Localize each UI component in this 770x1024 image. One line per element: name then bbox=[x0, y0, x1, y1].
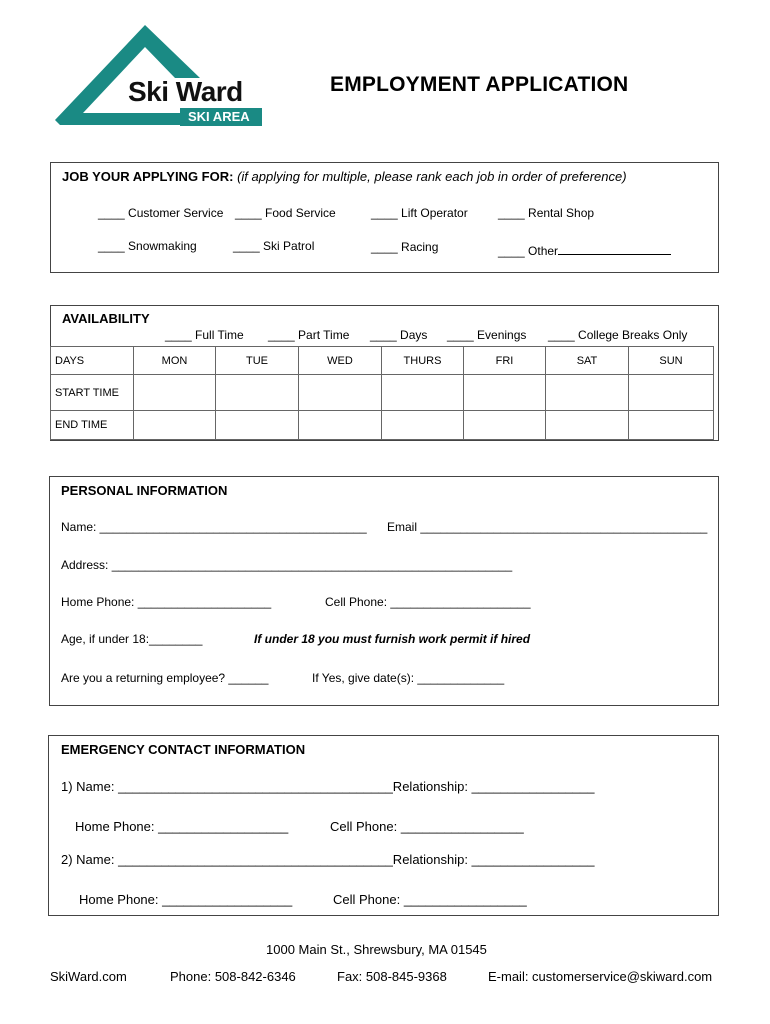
job-heading-note: (if applying for multiple, please rank each job in order of preference) bbox=[237, 169, 627, 184]
footer-website-link[interactable]: SkiWard.com bbox=[50, 969, 127, 984]
end-time-cell[interactable] bbox=[216, 411, 299, 440]
avail-college-breaks[interactable]: ____ College Breaks Only bbox=[548, 328, 688, 342]
avail-days[interactable]: ____ Days bbox=[370, 328, 428, 342]
home-phone-field[interactable]: Home Phone: ____________________ bbox=[61, 595, 272, 609]
end-time-cell[interactable] bbox=[464, 411, 546, 440]
ski-ward-logo bbox=[50, 20, 270, 130]
start-time-cell[interactable] bbox=[216, 375, 299, 411]
job-ski-patrol[interactable]: ____ Ski Patrol bbox=[233, 239, 315, 253]
start-time-row bbox=[51, 375, 714, 411]
job-snowmaking[interactable]: ____ Snowmaking bbox=[98, 239, 197, 253]
day-sun: SUN bbox=[629, 347, 714, 375]
emergency-home-phone-2[interactable]: Home Phone: __________________ bbox=[79, 892, 293, 907]
job-heading bbox=[62, 169, 627, 184]
end-time-row bbox=[51, 411, 714, 440]
day-tue: TUE bbox=[216, 347, 299, 375]
avail-full-time[interactable]: ____ Full Time bbox=[165, 328, 244, 342]
day-fri: FRI bbox=[464, 347, 546, 375]
job-customer-service[interactable]: ____ Customer Service bbox=[98, 206, 224, 220]
availability-heading: AVAILABILITY bbox=[62, 311, 150, 326]
work-permit-note: If under 18 you must furnish work permit if hired bbox=[254, 632, 531, 646]
logo-subtitle: SKI AREA bbox=[188, 109, 250, 124]
day-wed: WED bbox=[299, 347, 382, 375]
logo-name: Ski Ward bbox=[128, 76, 243, 107]
emergency-cell-phone-1[interactable]: Cell Phone: _________________ bbox=[330, 819, 524, 834]
days-row bbox=[51, 347, 714, 375]
end-time-cell[interactable] bbox=[629, 411, 714, 440]
email-field[interactable]: Email ___________________________________________ bbox=[387, 520, 708, 534]
end-time-cell[interactable] bbox=[299, 411, 382, 440]
avail-part-time[interactable]: ____ Part Time bbox=[268, 328, 350, 342]
emergency-home-phone-1[interactable]: Home Phone: __________________ bbox=[75, 819, 289, 834]
footer-address: 1000 Main St., Shrewsbury, MA 01545 bbox=[266, 942, 487, 957]
day-mon: MON bbox=[134, 347, 216, 375]
end-time-cell[interactable] bbox=[546, 411, 629, 440]
job-heading-label: JOB YOUR APPLYING FOR: bbox=[62, 169, 234, 184]
end-time-cell[interactable] bbox=[382, 411, 464, 440]
start-time-cell[interactable] bbox=[464, 375, 546, 411]
job-other-line bbox=[558, 242, 671, 255]
start-time-cell[interactable] bbox=[382, 375, 464, 411]
returning-employee-field[interactable]: Are you a returning employee? ______ bbox=[61, 671, 269, 685]
start-time-cell[interactable] bbox=[629, 375, 714, 411]
start-time-label: START TIME bbox=[51, 375, 134, 411]
start-time-cell[interactable] bbox=[546, 375, 629, 411]
age-field[interactable]: Age, if under 18:________ bbox=[61, 632, 203, 646]
personal-heading: PERSONAL INFORMATION bbox=[61, 483, 228, 498]
job-lift-operator[interactable]: ____ Lift Operator bbox=[371, 206, 468, 220]
start-time-cell[interactable] bbox=[299, 375, 382, 411]
footer-email-link[interactable]: E-mail: customerservice@skiward.com bbox=[488, 969, 713, 984]
job-other[interactable] bbox=[498, 242, 671, 258]
emergency-heading: EMERGENCY CONTACT INFORMATION bbox=[61, 742, 306, 757]
footer-fax: Fax: 508-845-9368 bbox=[337, 969, 447, 984]
availability-table bbox=[50, 346, 714, 440]
job-racing[interactable]: ____ Racing bbox=[371, 240, 439, 254]
page-title: EMPLOYMENT APPLICATION bbox=[330, 73, 629, 96]
cell-phone-field[interactable]: Cell Phone: _____________________ bbox=[325, 595, 531, 609]
job-food-service[interactable]: ____ Food Service bbox=[235, 206, 336, 220]
job-rental-shop[interactable]: ____ Rental Shop bbox=[498, 206, 595, 220]
day-sat: SAT bbox=[546, 347, 629, 375]
address-field[interactable]: Address: ____________________________________________________________ bbox=[61, 558, 513, 572]
day-thurs: THURS bbox=[382, 347, 464, 375]
emergency-cell-phone-2[interactable]: Cell Phone: _________________ bbox=[333, 892, 527, 907]
return-dates-field[interactable]: If Yes, give date(s): _____________ bbox=[312, 671, 505, 685]
end-time-cell[interactable] bbox=[134, 411, 216, 440]
emergency-name-2[interactable]: 2) Name: ______________________________________Relationship: _________________ bbox=[61, 852, 595, 867]
days-label: DAYS bbox=[51, 347, 134, 375]
footer-phone: Phone: 508-842-6346 bbox=[170, 969, 296, 984]
avail-evenings[interactable]: ____ Evenings bbox=[447, 328, 527, 342]
name-field[interactable]: Name: ________________________________________ bbox=[61, 520, 367, 534]
job-other-label: ____ Other bbox=[498, 244, 559, 258]
end-time-label: END TIME bbox=[51, 411, 134, 440]
emergency-name-1[interactable]: 1) Name: ______________________________________Relationship: _________________ bbox=[61, 779, 595, 794]
start-time-cell[interactable] bbox=[134, 375, 216, 411]
